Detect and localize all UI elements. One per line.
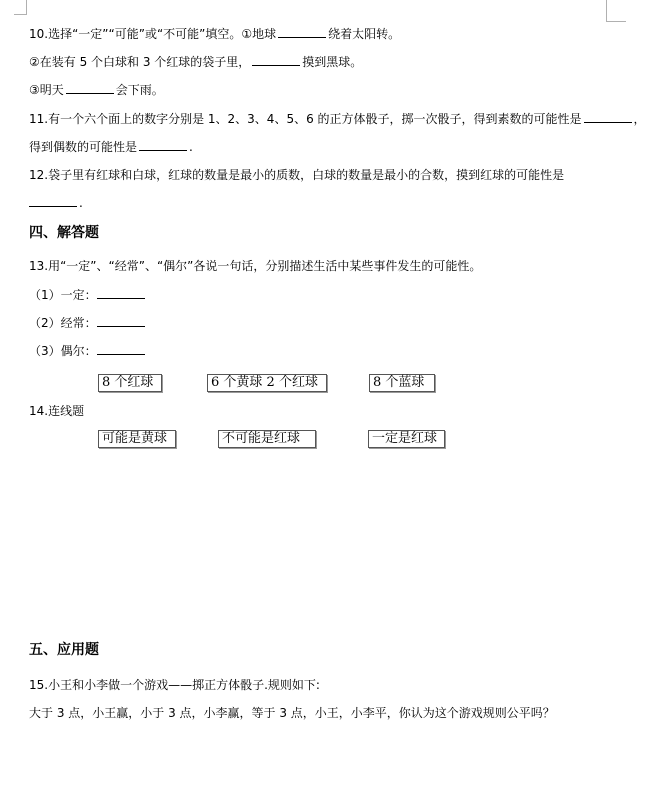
q12-line-1: 12.袋子里有红球和白球，红球的数量是最小的质数，白球的数量是最小的合数，摸到红球的可能性是 xyxy=(29,168,565,182)
crop-mark-top-right-h xyxy=(606,21,626,22)
q15-line-2: 大于 3 点，小王赢，小于 3 点，小李赢，等于 3 点，小王，小李平，你认为这个游戏规则公平吗？ xyxy=(29,706,555,720)
crop-mark-top-right xyxy=(606,0,607,22)
answer-blank[interactable] xyxy=(97,287,145,299)
q10-line-3: ③明天 会下雨。 xyxy=(29,83,164,97)
q10-line-1: 10.选择“一定”“可能”或“不可能”填空。①地球 绕着太阳转。 xyxy=(29,27,401,41)
answer-blank[interactable] xyxy=(278,26,326,38)
q13-item-3: （3）偶尔： xyxy=(29,343,147,359)
answer-blank[interactable] xyxy=(66,82,114,94)
answer-blank[interactable] xyxy=(252,54,300,66)
answer-blank[interactable] xyxy=(584,111,632,123)
answer-blank[interactable] xyxy=(97,315,145,327)
crop-mark-top-left xyxy=(26,0,27,14)
q13-prompt: 13.用“一定”、“经常”、“偶尔”各说一句话，分别描述生活中某些事件发生的可能性。 xyxy=(29,259,482,273)
q13-item-2: （2）经常： xyxy=(29,315,147,331)
answer-blank[interactable] xyxy=(97,343,145,355)
match-box-top-2[interactable]: 6 个黄球 2 个红球 xyxy=(207,374,327,392)
q11-line-1: 11.有一个六个面上的数字分别是 1、2、3、4、5、6 的正方体骰子，掷一次骰子，得到素数的可能性是 ， xyxy=(29,112,646,126)
answer-blank[interactable] xyxy=(29,195,77,207)
match-box-top-3[interactable]: 8 个蓝球 xyxy=(369,374,435,392)
crop-mark-top-left-h xyxy=(14,14,27,15)
section-heading-4: 四、解答题 xyxy=(29,225,99,241)
match-box-top-1[interactable]: 8 个红球 xyxy=(98,374,162,392)
q11-line-2: 得到偶数的可能性是 . xyxy=(29,140,193,154)
q14-label: 14.连线题 xyxy=(29,404,85,418)
match-box-bottom-1[interactable]: 可能是黄球 xyxy=(98,430,176,448)
section-heading-5: 五、应用题 xyxy=(29,642,99,658)
match-box-bottom-2[interactable]: 不可能是红球 xyxy=(218,430,316,448)
q12-line-2: . xyxy=(29,195,83,211)
answer-blank[interactable] xyxy=(139,139,187,151)
q13-item-1: （1）一定： xyxy=(29,287,147,303)
q15-line-1: 15.小王和小李做一个游戏——掷正方体骰子.规则如下: xyxy=(29,678,320,692)
match-box-bottom-3[interactable]: 一定是红球 xyxy=(368,430,445,448)
q10-line-2: ②在装有 5 个白球和 3 个红球的袋子里， 摸到黑球。 xyxy=(29,55,363,69)
